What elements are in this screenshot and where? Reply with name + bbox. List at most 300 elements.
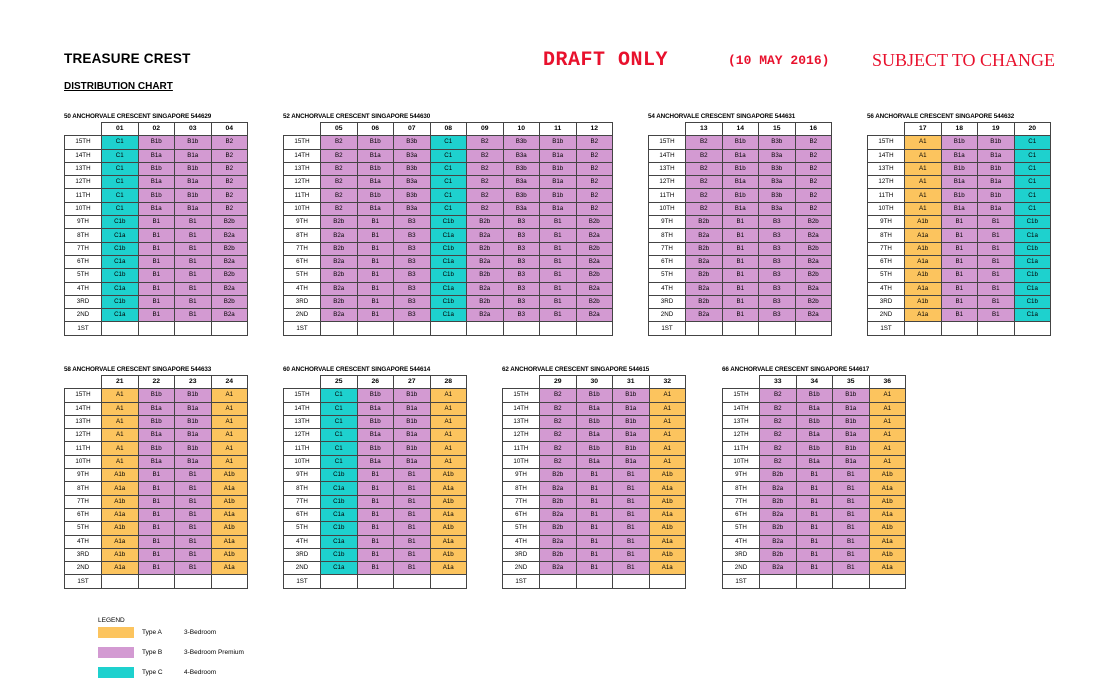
unit-type-cell: B1a [796, 429, 833, 442]
unit-type-cell: B1 [833, 495, 870, 508]
unit-type-cell [211, 575, 248, 588]
unit-type-cell: C1 [102, 189, 139, 202]
unit-type-cell: B1b [833, 415, 870, 428]
unit-number: 25 [321, 376, 358, 389]
unit-table [64, 375, 248, 589]
floor-label: 13TH [65, 162, 102, 175]
unit-type-cell: B2 [686, 149, 723, 162]
unit-type-cell: B1a [357, 429, 394, 442]
unit-type-cell [613, 575, 650, 588]
floor-label: 8TH [284, 229, 321, 242]
unit-table [722, 375, 906, 589]
floor-label: 14TH [65, 402, 102, 415]
unit-type-cell: B3 [759, 295, 796, 308]
unit-type-cell: B1 [138, 508, 175, 521]
unit-type-cell: B2 [686, 202, 723, 215]
table-row [65, 295, 248, 308]
table-row [649, 136, 832, 149]
unit-type-cell: B3a [503, 202, 540, 215]
unit-type-cell: B2b [321, 242, 358, 255]
unit-type-cell: B1a [175, 455, 212, 468]
unit-type-cell: C1 [321, 402, 358, 415]
unit-number: 21 [102, 376, 139, 389]
unit-type-cell: B1 [796, 562, 833, 575]
table-row [284, 322, 613, 335]
unit-type-cell: A1 [211, 442, 248, 455]
unit-type-cell: B1b [138, 189, 175, 202]
unit-type-cell: A1 [430, 415, 467, 428]
unit-type-cell [978, 322, 1015, 335]
unit-type-cell: B1a [138, 402, 175, 415]
unit-type-cell: B2b [540, 522, 577, 535]
unit-type-cell: B2 [760, 442, 797, 455]
unit-type-cell: B2b [321, 269, 358, 282]
table-row [65, 548, 248, 561]
table-row [649, 216, 832, 229]
unit-type-cell: B3 [503, 216, 540, 229]
unit-type-cell: B2b [467, 216, 504, 229]
unit-number: 07 [394, 123, 431, 136]
unit-type-cell: A1 [869, 455, 906, 468]
unit-number: 08 [430, 123, 467, 136]
unit-type-cell: B1 [357, 469, 394, 482]
unit-type-cell: B1 [357, 535, 394, 548]
unit-type-cell: B2 [540, 455, 577, 468]
floor-label: 4TH [649, 282, 686, 295]
unit-number: 09 [467, 123, 504, 136]
unit-type-cell: B1 [175, 216, 212, 229]
legend-swatch-c [98, 667, 134, 678]
unit-type-cell: B2 [686, 189, 723, 202]
floor-label: 12TH [65, 176, 102, 189]
unit-type-cell: B1b [175, 415, 212, 428]
unit-type-cell [795, 322, 832, 335]
unit-type-cell: B2a [540, 562, 577, 575]
legend-row-type-c [98, 667, 298, 679]
table-row [723, 415, 906, 428]
unit-type-cell: B1 [394, 535, 431, 548]
table-row [649, 202, 832, 215]
unit-type-cell: B1a [138, 176, 175, 189]
unit-type-cell: B1b [796, 389, 833, 402]
table-row [723, 508, 906, 521]
unit-type-cell: B3 [503, 309, 540, 322]
unit-type-cell: C1a [430, 309, 467, 322]
floor-label: 1ST [65, 575, 102, 588]
unit-type-cell: C1 [430, 162, 467, 175]
unit-type-cell: B2 [795, 149, 832, 162]
unit-type-cell: B2a [760, 508, 797, 521]
unit-type-cell: B1 [540, 269, 577, 282]
unit-type-cell: A1b [905, 269, 942, 282]
unit-type-cell: A1a [102, 562, 139, 575]
table-row [65, 136, 248, 149]
legend-desc-label: 3-Bedroom Premium [184, 649, 244, 656]
unit-type-cell: B1 [941, 242, 978, 255]
unit-type-cell: A1b [649, 522, 686, 535]
floor-label: 9TH [503, 469, 540, 482]
floor-label: 6TH [65, 255, 102, 268]
unit-type-cell: B1 [576, 548, 613, 561]
unit-type-cell: B2b [795, 295, 832, 308]
unit-type-cell: C1a [1014, 229, 1051, 242]
unit-number: 01 [102, 123, 139, 136]
unit-type-cell: B2 [760, 429, 797, 442]
unit-type-cell: B2a [686, 229, 723, 242]
unit-type-cell: B1 [138, 482, 175, 495]
corner-cell [65, 123, 102, 136]
unit-type-cell: B2a [540, 535, 577, 548]
header-row [868, 123, 1051, 136]
table-row [868, 202, 1051, 215]
unit-type-cell: B1 [357, 522, 394, 535]
floor-label: 15TH [284, 136, 321, 149]
floor-label: 15TH [868, 136, 905, 149]
table-row [503, 469, 686, 482]
unit-type-cell: B1b [613, 442, 650, 455]
header-row [723, 376, 906, 389]
unit-type-cell: B2b [760, 548, 797, 561]
unit-type-cell: C1a [430, 229, 467, 242]
unit-number: 28 [430, 376, 467, 389]
block-title: 62 ANCHORVALE CRESCENT SINGAPORE 544615 [502, 366, 650, 373]
legend-desc-label: 3-Bedroom [184, 629, 217, 636]
floor-label: 15TH [65, 389, 102, 402]
unit-type-cell: B2 [576, 162, 613, 175]
table-row [284, 176, 613, 189]
floor-label: 11TH [868, 189, 905, 202]
unit-type-cell: B2 [321, 149, 358, 162]
unit-type-cell: B3b [503, 189, 540, 202]
unit-type-cell [430, 575, 467, 588]
table-row [284, 216, 613, 229]
floor-label: 6TH [284, 255, 321, 268]
floor-label: 3RD [65, 295, 102, 308]
floor-label: 8TH [284, 482, 321, 495]
table-row [284, 269, 613, 282]
unit-type-cell: B2 [540, 429, 577, 442]
unit-type-cell: B2a [795, 309, 832, 322]
table-row [868, 269, 1051, 282]
unit-type-cell: B1 [540, 282, 577, 295]
floor-label: 11TH [284, 189, 321, 202]
table-row [65, 522, 248, 535]
unit-type-cell: B1 [175, 482, 212, 495]
floor-label: 11TH [65, 189, 102, 202]
floor-label: 9TH [649, 216, 686, 229]
header-row [284, 376, 467, 389]
unit-type-cell: C1a [1014, 282, 1051, 295]
unit-type-cell: B1 [796, 508, 833, 521]
floor-label: 3RD [723, 548, 760, 561]
floor-label: 9TH [284, 469, 321, 482]
unit-number: 02 [138, 123, 175, 136]
table-row [65, 216, 248, 229]
unit-type-cell [138, 575, 175, 588]
unit-type-cell: A1a [211, 508, 248, 521]
unit-type-cell [467, 322, 504, 335]
unit-type-cell: B1a [357, 402, 394, 415]
unit-type-cell: A1 [430, 429, 467, 442]
unit-type-cell: B2b [686, 242, 723, 255]
unit-type-cell: C1b [1014, 216, 1051, 229]
table-row [503, 389, 686, 402]
corner-cell [868, 123, 905, 136]
unit-type-cell: B1 [978, 229, 1015, 242]
unit-type-cell: B2b [540, 469, 577, 482]
unit-type-cell: C1 [430, 189, 467, 202]
table-row [723, 389, 906, 402]
floor-label: 1ST [65, 322, 102, 335]
unit-type-cell: A1 [649, 389, 686, 402]
unit-type-cell: A1a [869, 562, 906, 575]
unit-type-cell: B2b [540, 548, 577, 561]
unit-type-cell [576, 575, 613, 588]
unit-type-cell: B1 [138, 282, 175, 295]
unit-type-cell: B1 [357, 255, 394, 268]
floor-label: 2ND [65, 562, 102, 575]
unit-type-cell: B3 [503, 295, 540, 308]
unit-type-cell: B3 [759, 255, 796, 268]
floor-label: 4TH [503, 535, 540, 548]
unit-type-cell: B1 [796, 469, 833, 482]
corner-cell [284, 123, 321, 136]
block-title: 54 ANCHORVALE CRESCENT SINGAPORE 544631 [648, 113, 796, 120]
floor-label: 5TH [503, 522, 540, 535]
unit-type-cell: B2b [686, 216, 723, 229]
unit-type-cell [102, 322, 139, 335]
unit-type-cell: B1b [138, 442, 175, 455]
unit-type-cell: B1 [138, 522, 175, 535]
unit-type-cell: B1 [138, 495, 175, 508]
unit-type-cell: B3a [503, 176, 540, 189]
unit-type-cell: B2a [795, 229, 832, 242]
table-row [868, 295, 1051, 308]
unit-type-cell: B2b [760, 522, 797, 535]
table-row [65, 429, 248, 442]
unit-type-cell [175, 575, 212, 588]
unit-type-cell: B1b [796, 415, 833, 428]
table-row [868, 282, 1051, 295]
table-row [284, 508, 467, 521]
floor-label: 12TH [649, 176, 686, 189]
unit-type-cell: A1a [869, 535, 906, 548]
unit-type-cell: B1 [833, 535, 870, 548]
unit-number: 32 [649, 376, 686, 389]
unit-type-cell: A1b [211, 495, 248, 508]
unit-number: 12 [576, 123, 613, 136]
floor-label: 3RD [284, 295, 321, 308]
floor-label: 11TH [65, 442, 102, 455]
unit-type-cell: B1a [175, 402, 212, 415]
unit-type-cell: B1 [613, 508, 650, 521]
table-row [284, 202, 613, 215]
unit-type-cell: B2 [795, 176, 832, 189]
unit-type-cell: B2b [795, 269, 832, 282]
unit-type-cell: B2b [576, 295, 613, 308]
table-row [284, 562, 467, 575]
unit-type-cell: A1a [905, 255, 942, 268]
unit-type-cell: B1a [540, 202, 577, 215]
chart-subtitle: DISTRIBUTION CHART [64, 81, 173, 92]
unit-type-cell: B3b [759, 162, 796, 175]
unit-type-cell: A1b [869, 469, 906, 482]
table-row [65, 389, 248, 402]
unit-type-cell: B3 [503, 269, 540, 282]
unit-type-cell: A1a [649, 508, 686, 521]
unit-number: 36 [869, 376, 906, 389]
unit-type-cell: B1 [796, 522, 833, 535]
unit-type-cell: B1 [978, 295, 1015, 308]
unit-type-cell: B1a [722, 149, 759, 162]
table-row [284, 255, 613, 268]
unit-type-cell: C1a [430, 255, 467, 268]
unit-type-cell: A1b [905, 216, 942, 229]
unit-type-cell: B1 [394, 522, 431, 535]
unit-type-cell: B2b [576, 216, 613, 229]
unit-type-cell: B1 [175, 255, 212, 268]
legend-type-label: Type A [142, 629, 162, 636]
unit-type-cell: C1 [102, 162, 139, 175]
unit-type-cell: B2b [686, 295, 723, 308]
floor-label: 8TH [723, 482, 760, 495]
unit-type-cell: C1b [102, 216, 139, 229]
floor-label: 14TH [284, 402, 321, 415]
unit-type-cell: C1b [1014, 242, 1051, 255]
unit-type-cell: B1 [613, 469, 650, 482]
floor-label: 10TH [649, 202, 686, 215]
unit-type-cell: B1b [722, 189, 759, 202]
unit-type-cell: B1 [540, 242, 577, 255]
unit-type-cell: B2 [576, 202, 613, 215]
floor-label: 3RD [868, 295, 905, 308]
legend-desc-label: 4-Bedroom [184, 669, 217, 676]
table-row [284, 495, 467, 508]
unit-type-cell: B1a [613, 402, 650, 415]
unit-type-cell: A1 [102, 402, 139, 415]
unit-type-cell: B1a [175, 176, 212, 189]
floor-label: 11TH [284, 442, 321, 455]
table-row [284, 229, 613, 242]
unit-type-cell: A1 [649, 455, 686, 468]
floor-label: 8TH [649, 229, 686, 242]
unit-type-cell: B1a [175, 202, 212, 215]
unit-type-cell: B1a [138, 149, 175, 162]
unit-type-cell [833, 575, 870, 588]
unit-type-cell: B2 [795, 136, 832, 149]
table-row [503, 575, 686, 588]
table-row [649, 255, 832, 268]
floor-label: 14TH [723, 402, 760, 415]
unit-type-cell: B1 [576, 535, 613, 548]
unit-type-cell: B1 [357, 282, 394, 295]
floor-label: 7TH [649, 242, 686, 255]
unit-type-cell: B1b [576, 389, 613, 402]
table-row [868, 255, 1051, 268]
floor-label: 11TH [723, 442, 760, 455]
unit-type-cell: B2 [321, 162, 358, 175]
unit-type-cell: B3a [503, 149, 540, 162]
floor-label: 15TH [723, 389, 760, 402]
unit-type-cell: A1 [211, 402, 248, 415]
unit-type-cell: B1 [722, 269, 759, 282]
unit-type-cell: C1b [102, 295, 139, 308]
unit-type-cell: A1 [102, 389, 139, 402]
unit-type-cell: B1a [722, 176, 759, 189]
unit-type-cell [503, 322, 540, 335]
unit-type-cell: B1 [613, 482, 650, 495]
unit-type-cell: B1 [833, 508, 870, 521]
table-row [649, 149, 832, 162]
unit-type-cell [540, 322, 577, 335]
unit-type-cell: B1 [796, 535, 833, 548]
unit-type-cell: B1 [175, 282, 212, 295]
unit-type-cell: B3a [394, 149, 431, 162]
floor-label: 9TH [723, 469, 760, 482]
table-row [65, 469, 248, 482]
table-row [868, 309, 1051, 322]
unit-type-cell: B1a [357, 202, 394, 215]
unit-type-cell: B1b [941, 136, 978, 149]
unit-type-cell: B2b [467, 269, 504, 282]
unit-type-cell: B1 [978, 282, 1015, 295]
unit-type-cell: C1a [430, 282, 467, 295]
table-row [284, 522, 467, 535]
unit-type-cell: B1 [357, 269, 394, 282]
change-notice: SUBJECT TO CHANGE [872, 50, 1056, 70]
unit-type-cell: B3 [394, 269, 431, 282]
unit-type-cell: B2 [540, 402, 577, 415]
unit-type-cell: B2a [576, 229, 613, 242]
unit-type-cell: B3a [394, 202, 431, 215]
table-row [65, 535, 248, 548]
floor-label: 9TH [284, 216, 321, 229]
floor-label: 5TH [284, 269, 321, 282]
table-row [723, 455, 906, 468]
table-row [65, 309, 248, 322]
floor-label: 14TH [868, 149, 905, 162]
unit-type-cell: B2a [576, 282, 613, 295]
floor-label: 13TH [868, 162, 905, 175]
table-row [503, 429, 686, 442]
floor-label: 11TH [503, 442, 540, 455]
floor-label: 13TH [284, 162, 321, 175]
table-row [284, 136, 613, 149]
unit-type-cell: A1b [102, 495, 139, 508]
unit-type-cell: B1 [833, 548, 870, 561]
unit-type-cell: B2 [760, 389, 797, 402]
unit-type-cell: B1 [613, 562, 650, 575]
unit-type-cell: B2a [321, 282, 358, 295]
unit-type-cell: B1 [357, 242, 394, 255]
table-row [503, 535, 686, 548]
unit-type-cell: A1b [649, 469, 686, 482]
floor-label: 8TH [65, 229, 102, 242]
unit-type-cell: C1b [102, 242, 139, 255]
unit-type-cell: B3a [759, 202, 796, 215]
unit-type-cell: B1 [540, 309, 577, 322]
unit-type-cell: B1 [357, 482, 394, 495]
unit-type-cell: B1 [175, 469, 212, 482]
unit-type-cell: B1 [941, 269, 978, 282]
unit-type-cell: B1 [394, 508, 431, 521]
legend-type-label: Type C [142, 669, 163, 676]
unit-type-cell: C1a [1014, 309, 1051, 322]
unit-type-cell [321, 575, 358, 588]
unit-type-cell: A1 [905, 149, 942, 162]
unit-type-cell: A1a [905, 309, 942, 322]
unit-type-cell: B2b [795, 216, 832, 229]
